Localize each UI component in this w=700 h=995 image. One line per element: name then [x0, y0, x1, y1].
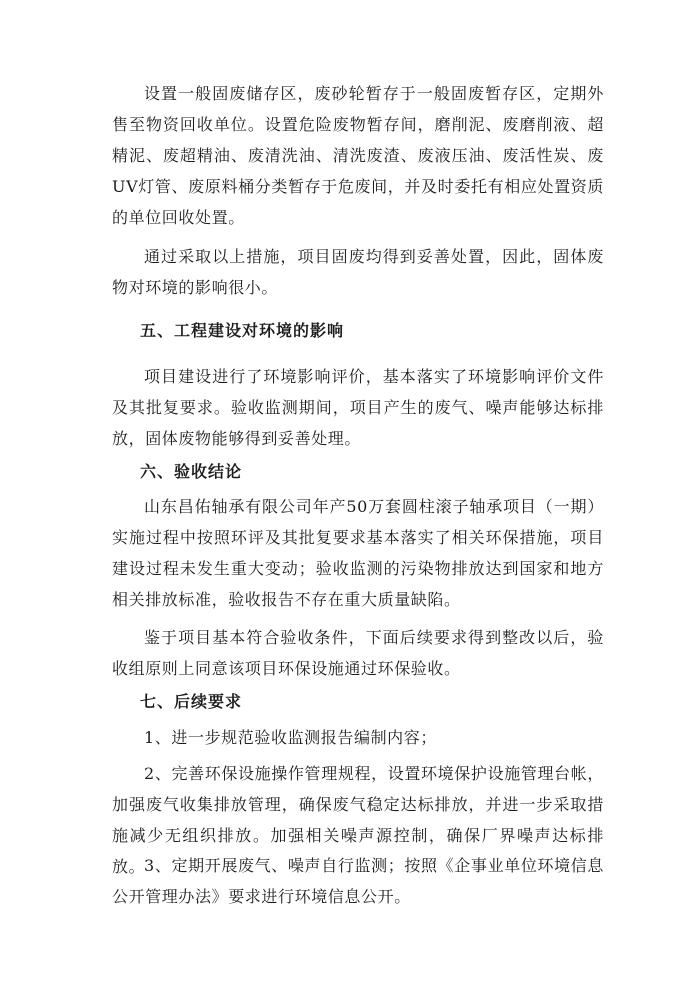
paragraph-text: 1、进一步规范验收监测报告编制内容； [144, 728, 437, 747]
environmental-impact-paragraph [112, 361, 604, 454]
solid-waste-conclusion-paragraph [112, 241, 604, 303]
paragraph-text: 设置一般固废储存区，废砂轮暂存于一般固废暂存区，定期外售至物资回收单位。设置危险废物暂存间，磨削泥、废磨削液、超精泥、废超精油、废清洗油、清洗废渣、废液压油、废活性炭、废UV灯管、废原料桶分类暂存于危废间，并及时委托有相应处置资质的单位回收处置。 [112, 84, 604, 227]
solid-waste-storage-paragraph [112, 78, 604, 233]
acceptance-approval-paragraph [112, 622, 604, 684]
paragraph-text: 2、完善环保设施操作管理规程，设置环境保护设施管理台帐，加强废气收集排放管理，确保废气稳定达标排放，并进一步采取措施减少无组织排放。加强相关噪声源控制，确保厂界噪声达标排放。 [112, 764, 604, 876]
paragraph-text: 鉴于项目基本符合验收条件，下面后续要求得到整改以后，验收组原则上同意该项目环保设施通过环保验收。 [112, 628, 604, 678]
acceptance-conclusion-paragraph [112, 491, 604, 615]
paragraph-text: 项目建设进行了环境影响评价，基本落实了环境影响评价文件及其批复要求。验收监测期间，项目产生的废气、噪声能够达标排放，固体废物能够得到妥善处理。 [112, 367, 604, 448]
requirement-item-3 [112, 850, 604, 912]
paragraph-text: 山东昌佑轴承有限公司年产50万套圆柱滚子轴承项目（一期）实施过程中按照环评及其批复要求基本落实了相关环保措施，项目建设过程未发生重大变动；验收监测的污染物排放达到国家和地方相关排放标准，验收报告不存在重大质量缺陷。 [112, 497, 604, 609]
section-heading-5: 五、工程建设对环境的影响 [140, 321, 345, 340]
section-heading-6: 六、验收结论 [140, 462, 243, 481]
paragraph-text: 3、定期开展废气、噪声自行监测；按照《企事业单位环境信息公开管理办法》要求进行环境信息公开。 [112, 856, 604, 906]
section-heading-7: 七、后续要求 [140, 692, 243, 711]
requirement-item-1 [112, 722, 604, 753]
paragraph-text: 通过采取以上措施，项目固废均得到妥善处置，因此，固体废物对环境的影响很小。 [112, 247, 604, 297]
